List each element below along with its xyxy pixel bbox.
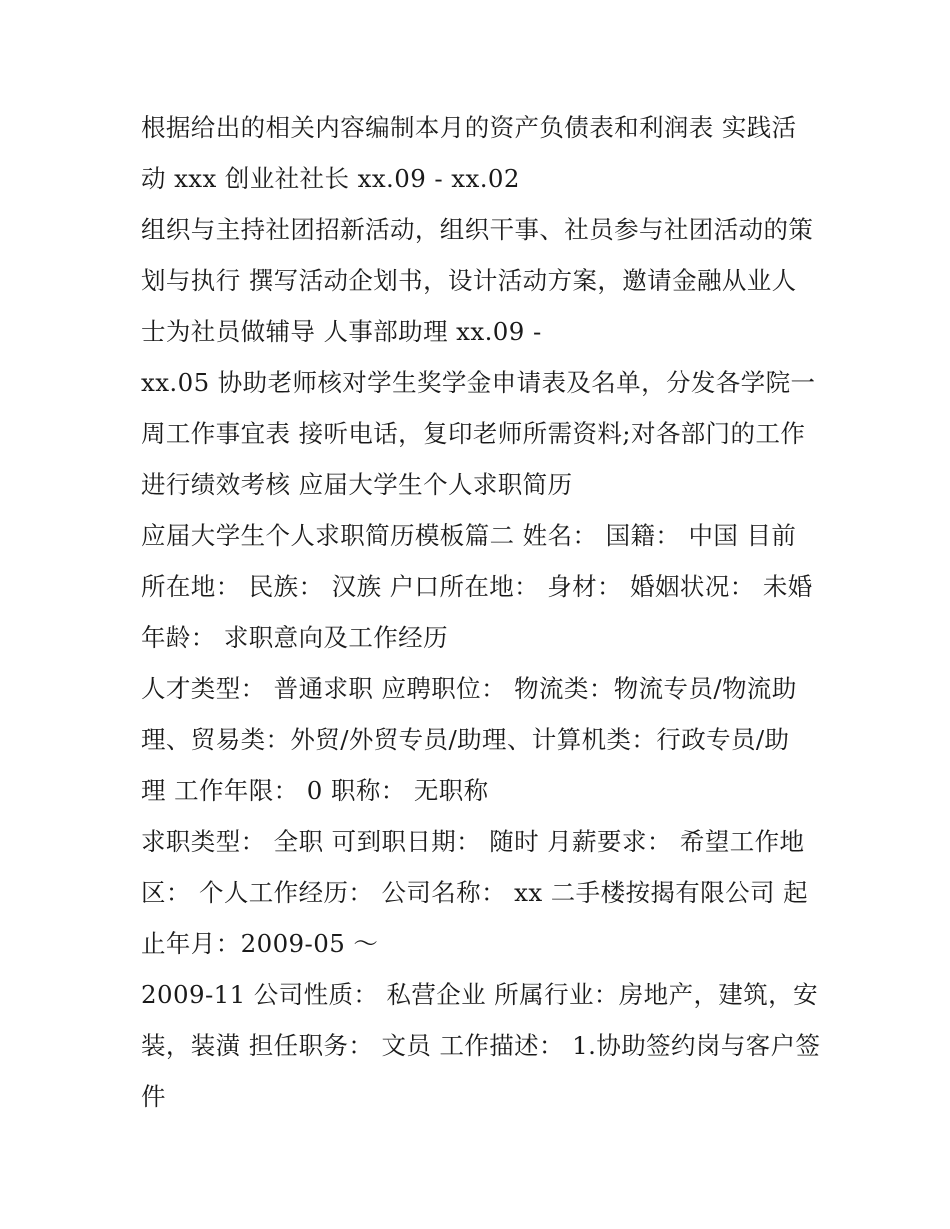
text-line: 件: [141, 1082, 166, 1111]
document-page: [141, 102, 821, 1122]
text-line: 应届大学生个人求职简历模板篇二 姓名： 国籍： 中国 目前: [141, 521, 797, 550]
text-line: 年龄： 求职意向及工作经历: [141, 623, 448, 652]
text-line: 区： 个人工作经历： 公司名称： xx 二手楼按揭有限公司 起: [141, 878, 808, 907]
paragraph-talent-type: [141, 663, 813, 816]
text-line: 划与执行 撰写活动企划书，设计活动方案，邀请金融从业人: [141, 266, 797, 295]
paragraph-company-info: [141, 969, 821, 1122]
text-line: 根据给出的相关内容编制本月的资产负债表和利润表 实践活: [141, 113, 797, 142]
paragraph-club-duties: [141, 204, 813, 357]
paragraph-job-type: [141, 816, 813, 969]
text-line: 进行绩效考核 应届大学生个人求职简历: [141, 470, 573, 499]
text-line: 理、贸易类：外贸/外贸专员/助理、计算机类：行政专员/助: [141, 725, 790, 754]
text-line: 理 工作年限： 0 职称： 无职称: [141, 776, 489, 805]
text-line: 组织与主持社团招新活动，组织干事、社员参与社团活动的策: [141, 215, 814, 244]
text-line: xx.05 协助老师核对学生奖学金申请表及名单，分发各学院一: [141, 368, 816, 397]
paragraph-accounting-activity: [141, 102, 813, 204]
text-line: 2009-11 公司性质： 私营企业 所属行业：房地产，建筑，安: [141, 980, 818, 1009]
paragraph-hr-assistant: [141, 357, 816, 510]
text-line: 动 xxx 创业社社长 xx.09 - xx.02: [141, 164, 520, 193]
text-line: 所在地： 民族： 汉族 户口所在地： 身材： 婚姻状况： 未婚: [141, 572, 813, 601]
text-line: 人才类型： 普通求职 应聘职位： 物流类：物流专员/物流助: [141, 674, 797, 703]
paragraph-resume-template-two: [141, 510, 813, 663]
text-line: 士为社员做辅导 人事部助理 xx.09 -: [141, 317, 542, 346]
text-line: 止年月：2009-05 ～: [141, 929, 379, 958]
text-line: 周工作事宜表 接听电话，复印老师所需资料;对各部门的工作: [141, 419, 806, 448]
text-line: 装，装潢 担任职务： 文员 工作描述： 1.协助签约岗与客户签: [141, 1031, 821, 1060]
text-line: 求职类型： 全职 可到职日期： 随时 月薪要求： 希望工作地: [141, 827, 805, 856]
